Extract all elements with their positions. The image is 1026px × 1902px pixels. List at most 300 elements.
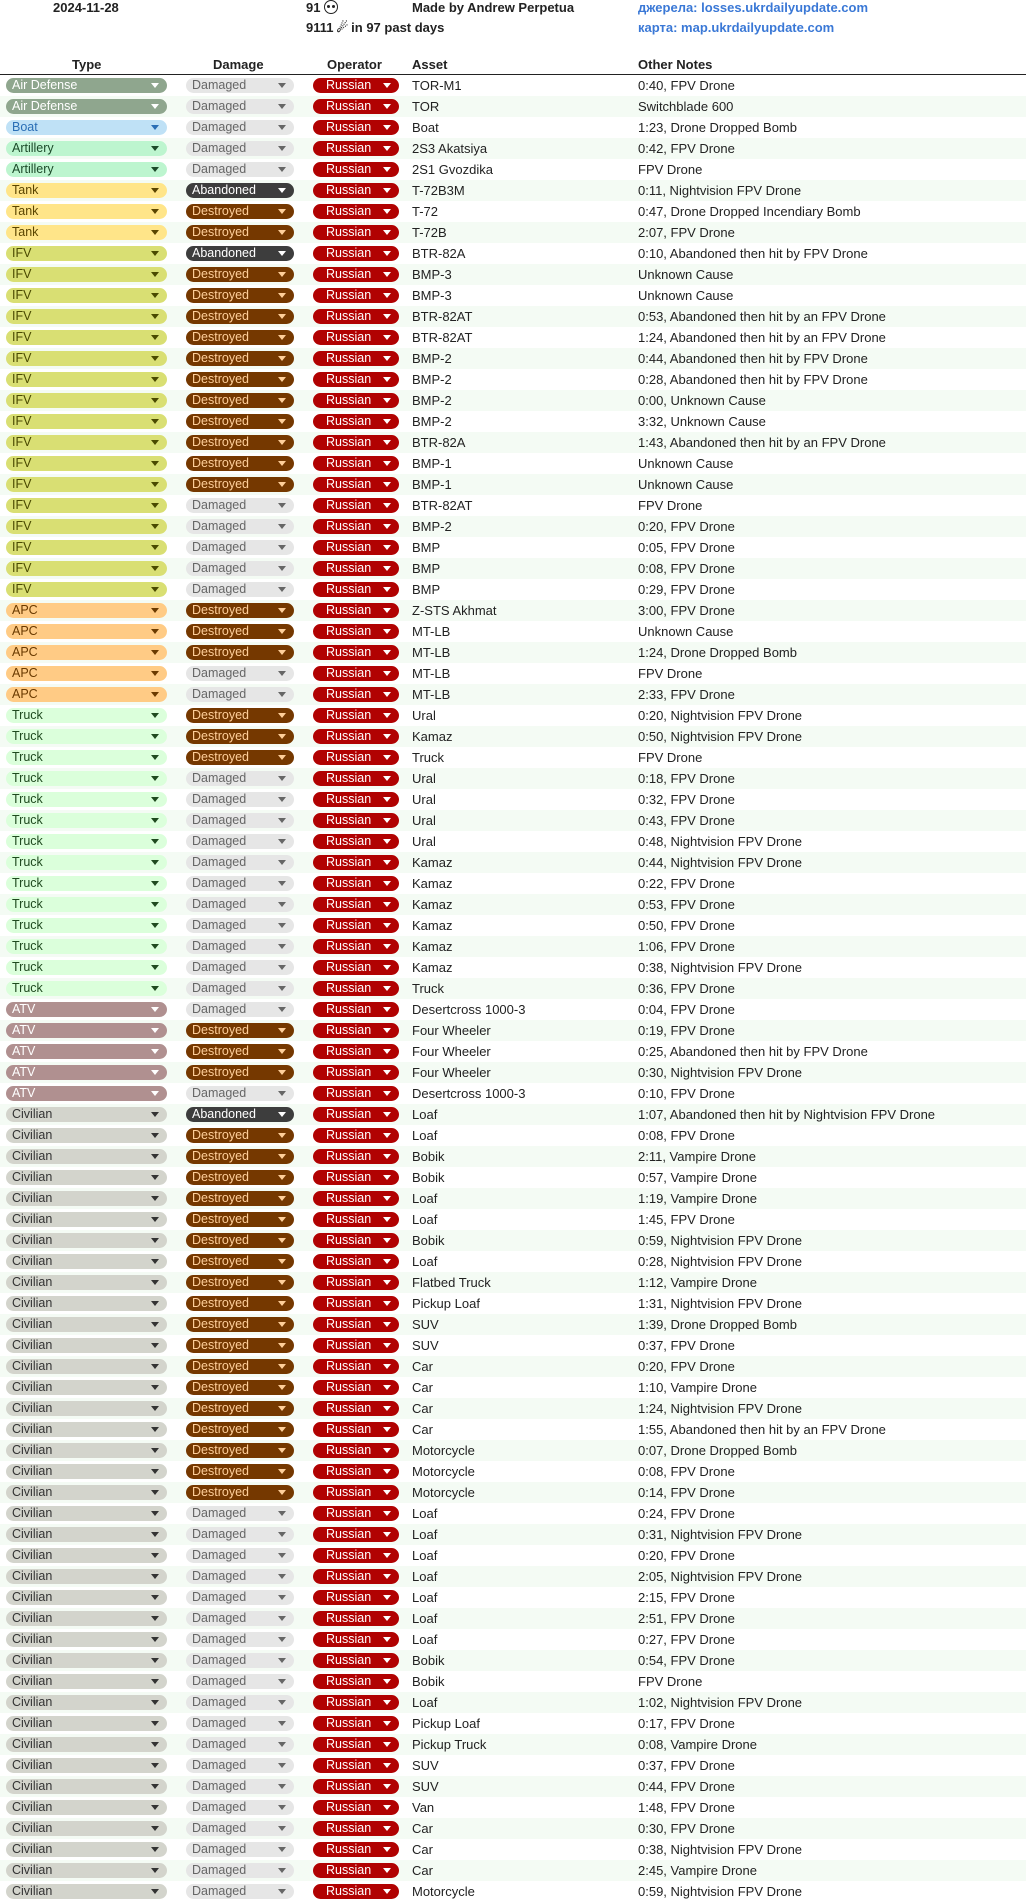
damage-select[interactable] <box>186 1443 294 1458</box>
operator-select[interactable] <box>313 939 399 954</box>
operator-select[interactable] <box>313 729 399 744</box>
type-select[interactable] <box>6 1863 167 1878</box>
type-select[interactable] <box>6 78 167 93</box>
damage-select[interactable] <box>186 1821 294 1836</box>
type-select[interactable] <box>6 771 167 786</box>
type-select[interactable] <box>6 288 167 303</box>
type-select[interactable] <box>6 792 167 807</box>
operator-select[interactable] <box>313 1674 399 1689</box>
type-select[interactable] <box>6 309 167 324</box>
operator-select[interactable] <box>313 267 399 282</box>
damage-select[interactable] <box>186 1800 294 1815</box>
operator-select[interactable] <box>313 477 399 492</box>
operator-select-value: Russian <box>326 1107 372 1121</box>
type-select[interactable] <box>6 1128 167 1143</box>
damage-select[interactable] <box>186 981 294 996</box>
operator-select[interactable] <box>313 1380 399 1395</box>
type-select[interactable] <box>6 1233 167 1248</box>
notes-cell: 0:44, FPV Drone <box>638 1779 735 1794</box>
damage-select[interactable] <box>186 1065 294 1080</box>
damage-select[interactable] <box>186 246 294 261</box>
damage-select[interactable] <box>186 498 294 513</box>
damage-select[interactable] <box>186 708 294 723</box>
operator-select[interactable] <box>313 1611 399 1626</box>
type-select[interactable] <box>6 1842 167 1857</box>
damage-select[interactable] <box>186 1506 294 1521</box>
operator-select[interactable] <box>313 372 399 387</box>
damage-select[interactable] <box>186 813 294 828</box>
type-select[interactable] <box>6 1569 167 1584</box>
operator-select[interactable] <box>313 1065 399 1080</box>
operator-select[interactable] <box>313 1569 399 1584</box>
operator-select[interactable] <box>313 1863 399 1878</box>
operator-select[interactable] <box>313 1044 399 1059</box>
dropdown-arrow-icon <box>278 314 286 319</box>
operator-select[interactable] <box>313 162 399 177</box>
notes-cell: 0:44, Abandoned then hit by FPV Drone <box>638 351 868 366</box>
type-select[interactable] <box>6 351 167 366</box>
type-select[interactable] <box>6 1674 167 1689</box>
asset-cell: Loaf <box>412 1128 438 1143</box>
type-select[interactable] <box>6 1254 167 1269</box>
type-select[interactable] <box>6 330 167 345</box>
damage-select[interactable] <box>186 1758 294 1773</box>
type-select[interactable] <box>6 1758 167 1773</box>
type-select[interactable] <box>6 1737 167 1752</box>
damage-select[interactable] <box>186 1044 294 1059</box>
operator-select[interactable] <box>313 897 399 912</box>
type-select[interactable] <box>6 1212 167 1227</box>
type-select[interactable] <box>6 603 167 618</box>
operator-select[interactable] <box>313 771 399 786</box>
type-select[interactable] <box>6 1401 167 1416</box>
operator-select[interactable] <box>313 1212 399 1227</box>
operator-select[interactable] <box>313 1275 399 1290</box>
type-select[interactable] <box>6 183 167 198</box>
damage-select[interactable] <box>186 1233 294 1248</box>
type-select[interactable] <box>6 1464 167 1479</box>
type-select[interactable] <box>6 939 167 954</box>
type-select[interactable] <box>6 1653 167 1668</box>
type-select[interactable] <box>6 1044 167 1059</box>
damage-select[interactable] <box>186 1842 294 1857</box>
notes-cell: 1:24, Abandoned then hit by an FPV Drone <box>638 330 886 345</box>
type-select-value: IFV <box>12 330 32 344</box>
dropdown-arrow-icon <box>278 335 286 340</box>
type-select[interactable] <box>6 687 167 702</box>
damage-select[interactable] <box>186 183 294 198</box>
type-select-value: Civilian <box>12 1317 53 1331</box>
damage-select[interactable] <box>186 1149 294 1164</box>
operator-select[interactable] <box>313 1800 399 1815</box>
type-select[interactable] <box>6 1506 167 1521</box>
notes-cell: 1:39, Drone Dropped Bomb <box>638 1317 797 1332</box>
type-select[interactable] <box>6 1023 167 1038</box>
damage-select[interactable] <box>186 267 294 282</box>
type-select[interactable] <box>6 981 167 996</box>
type-select[interactable] <box>6 729 167 744</box>
damage-select[interactable] <box>186 1359 294 1374</box>
operator-select[interactable] <box>313 1002 399 1017</box>
damage-select[interactable] <box>186 1212 294 1227</box>
operator-select[interactable] <box>313 582 399 597</box>
type-select-value: IFV <box>12 372 32 386</box>
operator-select[interactable] <box>313 1758 399 1773</box>
type-select-value: Civilian <box>12 1716 53 1730</box>
type-select[interactable] <box>6 624 167 639</box>
damage-select[interactable] <box>186 897 294 912</box>
damage-select[interactable] <box>186 99 294 114</box>
operator-select[interactable] <box>313 1254 399 1269</box>
damage-select[interactable] <box>186 477 294 492</box>
damage-select[interactable] <box>186 1779 294 1794</box>
dropdown-arrow-icon <box>151 1049 159 1054</box>
operator-select-value: Russian <box>326 540 372 554</box>
operator-select[interactable] <box>313 99 399 114</box>
damage-select[interactable] <box>186 1485 294 1500</box>
damage-select[interactable] <box>186 855 294 870</box>
operator-select[interactable] <box>313 309 399 324</box>
damage-select[interactable] <box>186 876 294 891</box>
operator-select[interactable] <box>313 666 399 681</box>
type-select[interactable] <box>6 1107 167 1122</box>
operator-select[interactable] <box>313 687 399 702</box>
operator-select[interactable] <box>313 78 399 93</box>
type-select[interactable] <box>6 204 167 219</box>
type-select[interactable] <box>6 477 167 492</box>
damage-select[interactable] <box>186 204 294 219</box>
operator-select[interactable] <box>313 1485 399 1500</box>
damage-select[interactable] <box>186 624 294 639</box>
type-select[interactable] <box>6 1590 167 1605</box>
damage-select[interactable] <box>186 1296 294 1311</box>
damage-select[interactable] <box>186 1611 294 1626</box>
operator-select[interactable] <box>313 750 399 765</box>
operator-select[interactable] <box>313 1695 399 1710</box>
type-select[interactable] <box>6 1611 167 1626</box>
damage-select[interactable] <box>186 393 294 408</box>
damage-select[interactable] <box>186 1653 294 1668</box>
operator-select[interactable] <box>313 141 399 156</box>
operator-select[interactable] <box>313 1548 399 1563</box>
operator-select[interactable] <box>313 1716 399 1731</box>
damage-select[interactable] <box>186 1716 294 1731</box>
operator-select[interactable] <box>313 1359 399 1374</box>
table-row <box>0 1440 1026 1461</box>
type-select[interactable] <box>6 750 167 765</box>
operator-select[interactable] <box>313 351 399 366</box>
damage-select[interactable] <box>186 1254 294 1269</box>
operator-select[interactable] <box>313 1443 399 1458</box>
operator-select[interactable] <box>313 1149 399 1164</box>
damage-select[interactable] <box>186 372 294 387</box>
damage-select[interactable] <box>186 1695 294 1710</box>
type-select[interactable] <box>6 1800 167 1815</box>
type-select[interactable] <box>6 960 167 975</box>
damage-select[interactable] <box>186 540 294 555</box>
operator-select-value: Russian <box>326 981 372 995</box>
operator-select[interactable] <box>313 1086 399 1101</box>
operator-select[interactable] <box>313 435 399 450</box>
type-select[interactable] <box>6 1338 167 1353</box>
type-select[interactable] <box>6 267 167 282</box>
damage-select[interactable] <box>186 1380 294 1395</box>
operator-select[interactable] <box>313 561 399 576</box>
type-select[interactable] <box>6 372 167 387</box>
type-select[interactable] <box>6 1821 167 1836</box>
type-select[interactable] <box>6 99 167 114</box>
type-select[interactable] <box>6 666 167 681</box>
operator-select[interactable] <box>313 1884 399 1899</box>
type-select[interactable] <box>6 1422 167 1437</box>
type-select[interactable] <box>6 1695 167 1710</box>
damage-select[interactable] <box>186 1527 294 1542</box>
type-select[interactable] <box>6 1485 167 1500</box>
type-select[interactable] <box>6 1191 167 1206</box>
operator-select[interactable] <box>313 1464 399 1479</box>
operator-select[interactable] <box>313 183 399 198</box>
type-select[interactable] <box>6 1149 167 1164</box>
damage-select[interactable] <box>186 561 294 576</box>
operator-select[interactable] <box>313 708 399 723</box>
type-select[interactable] <box>6 1086 167 1101</box>
operator-select[interactable] <box>313 498 399 513</box>
damage-select[interactable] <box>186 519 294 534</box>
type-select[interactable] <box>6 435 167 450</box>
type-select[interactable] <box>6 1884 167 1899</box>
type-select[interactable] <box>6 1527 167 1542</box>
damage-select[interactable] <box>186 645 294 660</box>
dropdown-arrow-icon <box>278 965 286 970</box>
damage-select[interactable] <box>186 141 294 156</box>
operator-select[interactable] <box>313 1338 399 1353</box>
damage-select[interactable] <box>186 1674 294 1689</box>
operator-select[interactable] <box>313 1632 399 1647</box>
type-select[interactable] <box>6 1716 167 1731</box>
type-select[interactable] <box>6 162 167 177</box>
type-select[interactable] <box>6 1443 167 1458</box>
table-row <box>0 1104 1026 1125</box>
damage-select[interactable] <box>186 1086 294 1101</box>
operator-select[interactable] <box>313 1506 399 1521</box>
damage-select[interactable] <box>186 162 294 177</box>
operator-select[interactable] <box>313 981 399 996</box>
asset-cell: Motorcycle <box>412 1443 475 1458</box>
operator-select[interactable] <box>313 603 399 618</box>
operator-select[interactable] <box>313 813 399 828</box>
type-select[interactable] <box>6 561 167 576</box>
damage-select[interactable] <box>186 1464 294 1479</box>
dropdown-arrow-icon <box>151 818 159 823</box>
operator-select[interactable] <box>313 1422 399 1437</box>
type-select[interactable] <box>6 1002 167 1017</box>
asset-cell: Loaf <box>412 1107 438 1122</box>
damage-select[interactable] <box>186 1338 294 1353</box>
operator-select[interactable] <box>313 1107 399 1122</box>
past-days-label: in 97 past days <box>351 20 445 35</box>
operator-select[interactable] <box>313 120 399 135</box>
operator-select[interactable] <box>313 225 399 240</box>
damage-select[interactable] <box>186 414 294 429</box>
operator-select[interactable] <box>313 1170 399 1185</box>
type-select[interactable] <box>6 393 167 408</box>
damage-select[interactable] <box>186 309 294 324</box>
dropdown-arrow-icon <box>151 209 159 214</box>
operator-select[interactable] <box>313 519 399 534</box>
operator-select[interactable] <box>313 1737 399 1752</box>
type-select[interactable] <box>6 855 167 870</box>
damage-select[interactable] <box>186 729 294 744</box>
operator-select[interactable] <box>313 1233 399 1248</box>
notes-cell: FPV Drone <box>638 750 703 765</box>
operator-select[interactable] <box>313 834 399 849</box>
damage-select[interactable] <box>186 1632 294 1647</box>
damage-select[interactable] <box>186 435 294 450</box>
type-select[interactable] <box>6 876 167 891</box>
damage-select[interactable] <box>186 792 294 807</box>
damage-select[interactable] <box>186 1548 294 1563</box>
operator-select[interactable] <box>313 1590 399 1605</box>
operator-select[interactable] <box>313 1401 399 1416</box>
damage-select[interactable] <box>186 330 294 345</box>
damage-select[interactable] <box>186 1275 294 1290</box>
damage-select[interactable] <box>186 1401 294 1416</box>
operator-select-value: Russian <box>326 477 372 491</box>
type-select[interactable] <box>6 1632 167 1647</box>
operator-select[interactable] <box>313 1128 399 1143</box>
type-select-value: APC <box>12 687 38 701</box>
operator-select[interactable] <box>313 456 399 471</box>
type-select[interactable] <box>6 1548 167 1563</box>
operator-select[interactable] <box>313 855 399 870</box>
type-select[interactable] <box>6 120 167 135</box>
type-select[interactable] <box>6 1779 167 1794</box>
damage-select[interactable] <box>186 750 294 765</box>
damage-select[interactable] <box>186 939 294 954</box>
operator-select[interactable] <box>313 246 399 261</box>
damage-select[interactable] <box>186 1884 294 1899</box>
table-row <box>0 768 1026 789</box>
table-row <box>0 936 1026 957</box>
operator-select[interactable] <box>313 918 399 933</box>
type-select[interactable] <box>6 708 167 723</box>
damage-select[interactable] <box>186 78 294 93</box>
operator-select[interactable] <box>313 393 399 408</box>
type-select[interactable] <box>6 834 167 849</box>
operator-select[interactable] <box>313 330 399 345</box>
type-select[interactable] <box>6 645 167 660</box>
damage-select[interactable] <box>186 1128 294 1143</box>
damage-select[interactable] <box>186 1191 294 1206</box>
type-select[interactable] <box>6 540 167 555</box>
damage-select[interactable] <box>186 1863 294 1878</box>
damage-select[interactable] <box>186 1023 294 1038</box>
type-select[interactable] <box>6 1275 167 1290</box>
operator-select[interactable] <box>313 1023 399 1038</box>
damage-select[interactable] <box>186 1002 294 1017</box>
type-select[interactable] <box>6 1296 167 1311</box>
operator-select[interactable] <box>313 960 399 975</box>
damage-select[interactable] <box>186 1737 294 1752</box>
damage-select[interactable] <box>186 603 294 618</box>
damage-select-value: Damaged <box>192 1548 247 1562</box>
operator-select[interactable] <box>313 1821 399 1836</box>
type-select-value: Civilian <box>12 1170 53 1184</box>
operator-select[interactable] <box>313 204 399 219</box>
type-select[interactable] <box>6 246 167 261</box>
damage-select[interactable] <box>186 582 294 597</box>
sources-link[interactable]: джерела: losses.ukrdailyupdate.com <box>638 0 869 15</box>
operator-select[interactable] <box>313 414 399 429</box>
damage-select-value: Destroyed <box>192 1128 249 1142</box>
operator-select[interactable] <box>313 1653 399 1668</box>
table-row <box>0 1209 1026 1230</box>
operator-select[interactable] <box>313 1191 399 1206</box>
operator-select[interactable] <box>313 1296 399 1311</box>
operator-select-value: Russian <box>326 1506 372 1520</box>
damage-select[interactable] <box>186 960 294 975</box>
type-select[interactable] <box>6 1380 167 1395</box>
damage-select[interactable] <box>186 456 294 471</box>
damage-select[interactable] <box>186 1317 294 1332</box>
dropdown-arrow-icon <box>278 104 286 109</box>
operator-select[interactable] <box>313 876 399 891</box>
damage-select[interactable] <box>186 918 294 933</box>
type-select[interactable] <box>6 582 167 597</box>
notes-cell: 3:00, FPV Drone <box>638 603 735 618</box>
damage-select[interactable] <box>186 120 294 135</box>
type-select[interactable] <box>6 897 167 912</box>
map-link[interactable]: карта: map.ukrdailyupdate.com <box>638 20 835 35</box>
operator-select[interactable] <box>313 1842 399 1857</box>
damage-select[interactable] <box>186 1590 294 1605</box>
type-select[interactable] <box>6 519 167 534</box>
type-select[interactable] <box>6 225 167 240</box>
operator-select[interactable] <box>313 288 399 303</box>
type-select[interactable] <box>6 1065 167 1080</box>
damage-select[interactable] <box>186 1569 294 1584</box>
damage-select[interactable] <box>186 1170 294 1185</box>
damage-select[interactable] <box>186 1107 294 1122</box>
damage-select[interactable] <box>186 687 294 702</box>
type-select[interactable] <box>6 456 167 471</box>
operator-select[interactable] <box>313 1317 399 1332</box>
damage-select[interactable] <box>186 288 294 303</box>
type-select[interactable] <box>6 1317 167 1332</box>
damage-select[interactable] <box>186 666 294 681</box>
damage-select[interactable] <box>186 351 294 366</box>
operator-select[interactable] <box>313 645 399 660</box>
type-select[interactable] <box>6 1359 167 1374</box>
type-select[interactable] <box>6 918 167 933</box>
damage-select[interactable] <box>186 225 294 240</box>
type-select[interactable] <box>6 414 167 429</box>
dropdown-arrow-icon <box>278 1112 286 1117</box>
damage-select[interactable] <box>186 834 294 849</box>
type-select[interactable] <box>6 498 167 513</box>
operator-select[interactable] <box>313 540 399 555</box>
operator-select[interactable] <box>313 792 399 807</box>
type-select[interactable] <box>6 1170 167 1185</box>
type-select-value: Civilian <box>12 1401 53 1415</box>
type-select[interactable] <box>6 141 167 156</box>
operator-select[interactable] <box>313 1527 399 1542</box>
operator-select[interactable] <box>313 1779 399 1794</box>
operator-select[interactable] <box>313 624 399 639</box>
damage-select[interactable] <box>186 771 294 786</box>
damage-select[interactable] <box>186 1422 294 1437</box>
type-select[interactable] <box>6 813 167 828</box>
